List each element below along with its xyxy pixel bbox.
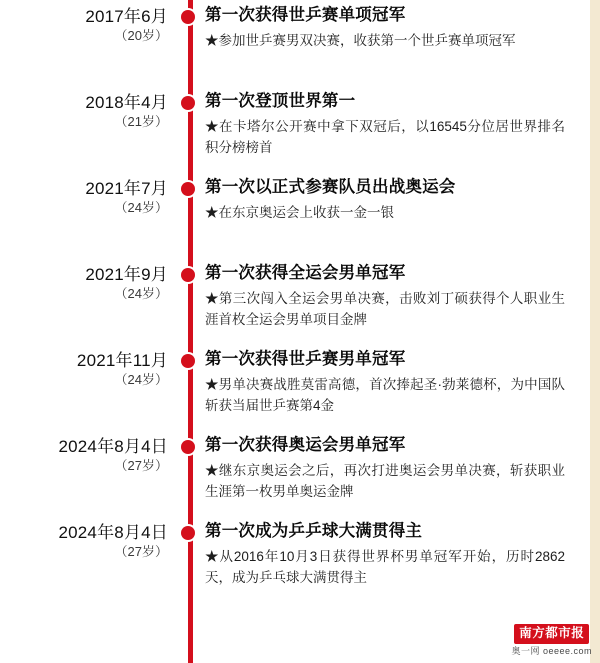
event-date: 2024年8月4日	[58, 523, 168, 542]
event-date: 2024年8月4日	[58, 437, 168, 456]
event-detail: ★参加世乒赛男双决赛，收获第一个世乒赛单项冠军	[205, 33, 516, 48]
event-age: （24岁）	[114, 372, 168, 387]
event-date-block	[0, 434, 176, 475]
event-age: （20岁）	[114, 28, 168, 43]
event-age: （24岁）	[114, 286, 168, 301]
event-date: 2021年7月	[85, 179, 168, 198]
timeline-dot-icon	[181, 96, 195, 110]
timeline-dot-icon	[181, 526, 195, 540]
timeline-dot-icon	[181, 268, 195, 282]
timeline-dot-icon	[181, 440, 195, 454]
publisher-logo	[511, 624, 592, 657]
event-detail: ★从2016年10月3日获得世界杯男单冠军开始，历时2862天，成为乒乓球大满贯得主	[205, 549, 565, 585]
publisher-site: 奥一网 oeeee.com	[511, 646, 592, 656]
publisher-name: 南方都市报	[514, 624, 589, 644]
timeline-event	[0, 430, 600, 516]
event-age: （24岁）	[114, 200, 168, 215]
event-content	[205, 520, 600, 588]
timeline-dot-icon	[181, 354, 195, 368]
event-headline: 第一次登顶世界第一	[205, 92, 356, 110]
event-detail: ★在卡塔尔公开赛中拿下双冠后，以16545分位居世界排名积分榜榜首	[205, 119, 565, 155]
timeline-dot-icon	[181, 182, 195, 196]
event-headline: 第一次以正式参赛队员出战奥运会	[205, 178, 456, 196]
timeline-event	[0, 86, 600, 172]
event-headline: 第一次获得世乒赛男单冠军	[205, 350, 406, 368]
event-date-block	[0, 348, 176, 389]
event-detail: ★继东京奥运会之后，再次打进奥运会男单决赛，斩获职业生涯第一枚男单奥运金牌	[205, 463, 565, 499]
event-date: 2018年4月	[85, 93, 168, 112]
event-content	[205, 262, 600, 330]
event-date: 2021年11月	[76, 351, 168, 370]
timeline-event	[0, 344, 600, 430]
event-age: （27岁）	[114, 458, 168, 473]
event-age: （27岁）	[114, 544, 168, 559]
event-date-block	[0, 90, 176, 131]
event-content	[205, 176, 600, 223]
timeline-event	[0, 172, 600, 258]
timeline-event	[0, 258, 600, 344]
event-headline: 第一次获得全运会男单冠军	[205, 264, 406, 282]
event-headline: 第一次成为乒乒球大满贯得主	[205, 522, 423, 540]
event-content	[205, 90, 600, 158]
event-date-block	[0, 520, 176, 561]
event-headline: 第一次获得世乒赛单项冠军	[205, 6, 406, 24]
timeline-event	[0, 516, 600, 602]
event-detail: ★在东京奥运会上收获一金一银	[205, 205, 394, 220]
timeline-event	[0, 0, 600, 86]
event-date-block	[0, 4, 176, 45]
event-content	[205, 348, 600, 416]
event-detail: ★第三次闯入全运会男单决赛，击败刘丁硕获得个人职业生涯首枚全运会男单项目金牌	[205, 291, 565, 327]
timeline-dot-icon	[181, 10, 195, 24]
event-date-block	[0, 262, 176, 303]
event-detail: ★男单决赛战胜莫雷高德，首次捧起圣·勃莱德杯，为中国队斩获当届世乒赛第4金	[205, 377, 565, 413]
event-date: 2017年6月	[85, 7, 168, 26]
event-content	[205, 4, 600, 51]
event-date: 2021年9月	[85, 265, 168, 284]
event-date-block	[0, 176, 176, 217]
event-age: （21岁）	[114, 114, 168, 129]
event-headline: 第一次获得奥运会男单冠军	[205, 436, 406, 454]
event-content	[205, 434, 600, 502]
